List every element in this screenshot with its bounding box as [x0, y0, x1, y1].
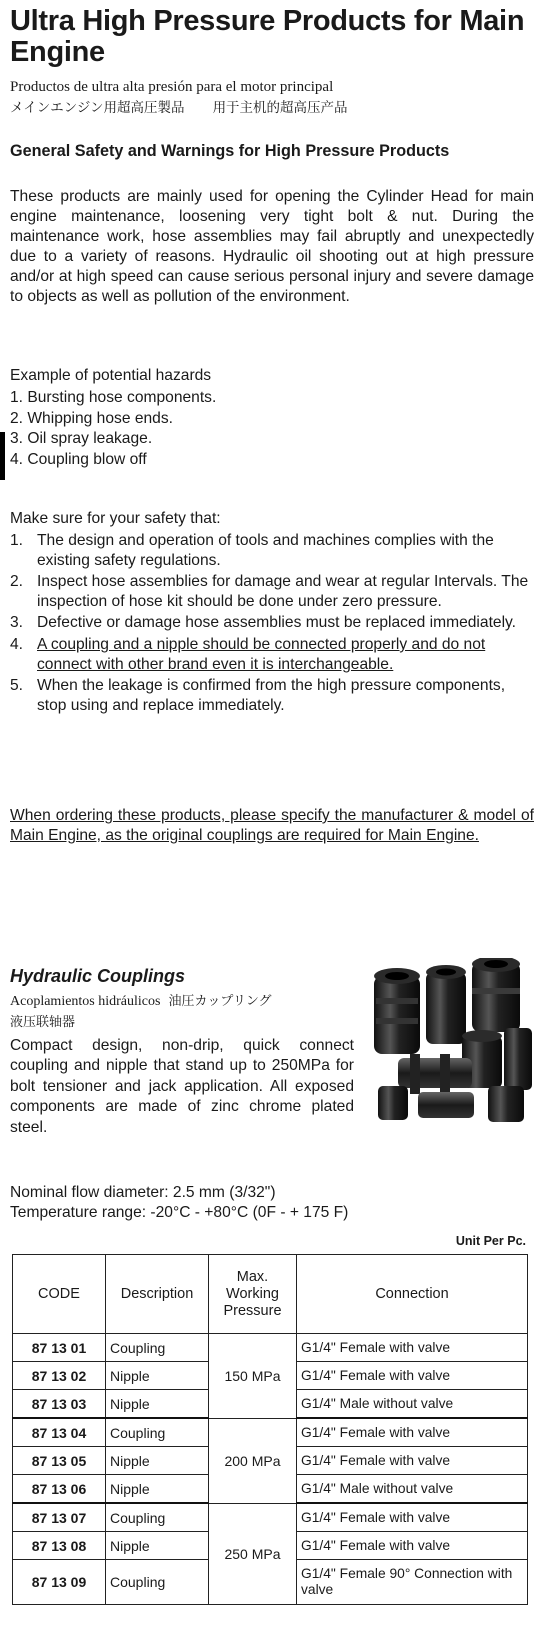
- safety-heading: General Safety and Warnings for High Pressure Products: [10, 142, 450, 160]
- subtitle-asian: [10, 99, 348, 117]
- cell-code: 87 13 05: [13, 1447, 106, 1475]
- cell-description: Coupling: [106, 1503, 209, 1532]
- couplings-name-multilang: [10, 993, 272, 1011]
- couplings-description: Compact design, non-drip, quick connect coupling and nipple that stand up to 250MPa for bolt tensioner and jack application. All exposed components are made of zinc chrome plated steel.: [10, 1037, 354, 1136]
- cell-pressure: 250 MPa: [209, 1503, 297, 1605]
- table-row: [13, 1418, 528, 1447]
- cell-pressure: 150 MPa: [209, 1334, 297, 1419]
- cell-description: Nipple: [106, 1362, 209, 1390]
- flow-diameter: Nominal flow diameter: 2.5 mm (3/32"): [10, 1184, 276, 1201]
- make-sure-list: [10, 531, 534, 717]
- cell-code: 87 13 03: [13, 1390, 106, 1419]
- temperature-range: Temperature range: -20°C - +80°C (0F - + 175 F): [10, 1204, 349, 1221]
- cell-description: Nipple: [106, 1447, 209, 1475]
- table-header-row: [13, 1255, 528, 1334]
- list-item: 1. The design and operation of tools and machines complies with the existing safety regulations.: [10, 532, 494, 569]
- cell-pressure: 200 MPa: [209, 1418, 297, 1503]
- make-sure-heading: Make sure for your safety that:: [10, 510, 221, 527]
- cell-connection: G1/4" Male without valve: [297, 1475, 528, 1504]
- hazard-item: 4. Coupling blow off: [10, 450, 147, 468]
- hazard-item: 3. Oil spray leakage.: [10, 430, 153, 448]
- hazards-list: [10, 388, 216, 470]
- cell-connection: G1/4" Female with valve: [297, 1532, 528, 1560]
- hazards-heading: Example of potential hazards: [10, 367, 212, 384]
- hazard-item: 2. Whipping hose ends.: [10, 409, 173, 427]
- cell-description: Coupling: [106, 1418, 209, 1447]
- cell-description: Nipple: [106, 1390, 209, 1419]
- coupling-specs: [10, 1183, 348, 1223]
- couplings-product-photo: [368, 958, 536, 1128]
- cell-code: 87 13 02: [13, 1362, 106, 1390]
- column-header-description: Description: [106, 1255, 209, 1334]
- couplings-heading: Hydraulic Couplings: [10, 966, 186, 986]
- cell-description: Coupling: [106, 1334, 209, 1362]
- list-item: 5. When the leakage is confirmed from the high pressure components, stop using and replace immediately.: [10, 677, 506, 714]
- list-item: 3. Defective or damage hose assemblies must be replaced immediately.: [10, 614, 517, 632]
- cell-code: 87 13 08: [13, 1532, 106, 1560]
- cell-code: 87 13 01: [13, 1334, 106, 1362]
- cell-connection: G1/4" Female with valve: [297, 1362, 528, 1390]
- page-title: Ultra High Pressure Products for Main Engine: [10, 5, 525, 68]
- safety-intro: These products are mainly used for opening the Cylinder Head for main engine maintenance, loosening very tight bolt & nut. During the maintenance work, hose assemblies may fail abruptly and unexpectedly due to a variety of reasons. Hydraulic oil shooting out at high pressure and/or at high speed can cause serious personal injury and severe damage to objects as well as pollution of the environment.: [10, 188, 534, 305]
- cell-description: Nipple: [106, 1532, 209, 1560]
- list-item: 2. Inspect hose assemblies for damage and wear at regular Intervals. The inspection of hose kit should be done under zero pressure.: [10, 573, 529, 610]
- cell-code: 87 13 07: [13, 1503, 106, 1532]
- table-row: [13, 1334, 528, 1362]
- column-header-pressure: Max. Working Pressure: [209, 1255, 297, 1334]
- subtitle-japanese: メインエンジン用超高圧製品: [10, 100, 185, 116]
- column-header-connection: Connection: [297, 1255, 528, 1334]
- ordering-note: When ordering these products, please specify the manufacturer & model of Main Engine, as the original couplings are required for Main Engine.: [10, 807, 534, 844]
- cell-code: 87 13 04: [13, 1418, 106, 1447]
- cell-connection: G1/4" Female 90° Connection with valve: [297, 1560, 528, 1605]
- cell-connection: G1/4" Female with valve: [297, 1418, 528, 1447]
- couplings-name-chinese: 液压联轴器: [10, 1015, 76, 1030]
- couplings-name-japanese: 油圧カップリング: [168, 994, 272, 1009]
- hazard-item: 1. Bursting hose components.: [10, 389, 217, 406]
- couplings-table: [12, 1254, 528, 1605]
- cell-connection: G1/4" Male without valve: [297, 1390, 528, 1419]
- list-item: 4. A coupling and a nipple should be connected properly and do not connect with other brand even it is interchangeable.: [10, 635, 486, 673]
- margin-marker: [0, 432, 5, 480]
- cell-code: 87 13 09: [13, 1560, 106, 1605]
- subtitle-chinese: 用于主机的超高压产品: [212, 100, 348, 116]
- cell-description: Coupling: [106, 1560, 209, 1605]
- subtitle-spanish: Productos de ultra alta presión para el motor principal: [10, 79, 334, 95]
- cell-connection: G1/4" Female with valve: [297, 1334, 528, 1362]
- cell-description: Nipple: [106, 1475, 209, 1504]
- cell-code: 87 13 06: [13, 1475, 106, 1504]
- table-row: [13, 1503, 528, 1532]
- column-header-code: CODE: [13, 1255, 106, 1334]
- unit-note: Unit Per Pc.: [455, 1234, 526, 1248]
- cell-connection: G1/4" Female with valve: [297, 1447, 528, 1475]
- couplings-name-spanish: Acoplamientos hidráulicos: [10, 994, 161, 1009]
- cell-connection: G1/4" Female with valve: [297, 1503, 528, 1532]
